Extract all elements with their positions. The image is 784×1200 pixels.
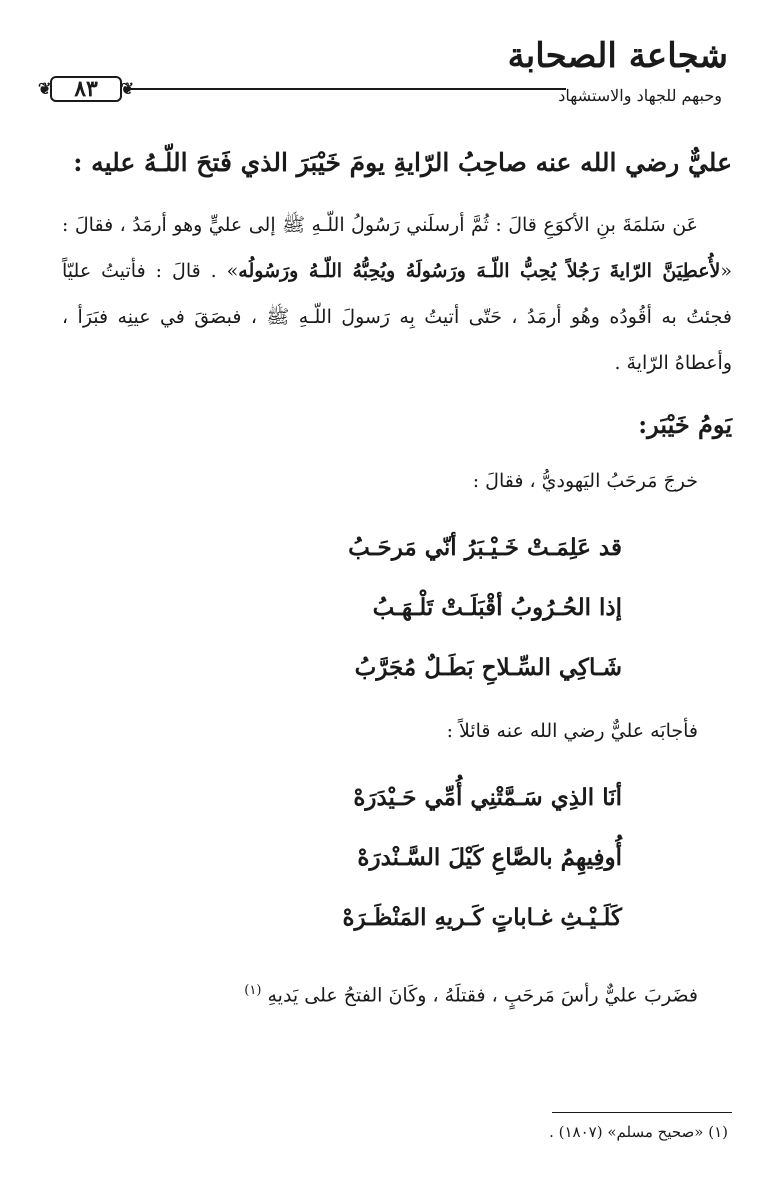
narration-paragraph — [62, 202, 732, 386]
ornament-icon: ❦ — [120, 79, 134, 98]
poem-intro: خرجَ مَرحَبُ اليَهوديُّ ، فقالَ : — [472, 470, 698, 492]
section-heading: عليٌّ رضي الله عنه صاحِبُ الرّايةِ يومَ خَيْبَرَ الذي فَتحَ اللّـهُ عليه : — [73, 148, 732, 177]
verse-line: أُوفِيهِمُ بالصَّاعِ كَيْلَ السَّـنْدرَهْ — [357, 844, 622, 871]
book-title: شجاعة الصحابة — [507, 36, 728, 76]
closing-paragraph — [62, 968, 732, 1018]
verse-line: قد عَلِمَـتْ خَـيْـبَرُ أنّي مَرحَـبُ — [348, 534, 622, 561]
page-header — [28, 36, 756, 116]
hadith-quote: لأُعطِيَنَّ الرّايةَ رَجُلاً يُحِبُّ اللّـهَ ورَسُولَهُ ويُحِبُّهُ اللّـهُ ورَسُولُه — [238, 260, 721, 282]
narration-end: » . قالَ : فأتيتُ عليّاً فجئتُ به أقُودُه وهُو أرمَدُ ، حَتّى أتيتُ بِه رَسولَ اللّـهِ ﷺ ، فبصَقَ في عينِه فبَرَأ ، وأعطاهُ الرّايةَ . — [62, 260, 732, 374]
sub-heading: يَومُ خَيْبَر: — [638, 410, 732, 439]
reply-intro: فأجابَه عليٌّ رضي الله عنه قائلاً : — [446, 720, 698, 742]
footnote: (١) «صحيح مسلم» (١٨٠٧) . — [549, 1123, 728, 1141]
header-rule — [128, 88, 566, 90]
narration-start: عَن سَلمَةَ بنِ الأكوَعِ قالَ : ثُمَّ أرسلَني رَسُولُ اللّـهِ ﷺ إلى عليٍّ وهو أرمَدُ ، فقالَ : « — [62, 214, 733, 282]
page-number-badge — [38, 72, 134, 106]
verse-line: إذا الحُـرُوبُ أقْبَلَـتْ تَلْـهَـبُ — [372, 594, 622, 621]
footnote-rule — [552, 1112, 732, 1113]
page-body — [62, 140, 732, 1018]
page-number: ٨٣ — [74, 76, 98, 102]
verse-line: شَـاكِي السِّـلاحِ بَطَـلٌ مُجَرَّبُ — [354, 654, 622, 681]
verse-line: أنَا الذِي سَـمَّتْنِي أُمِّي حَـيْدَرَهْ — [353, 784, 622, 811]
ornament-icon: ❦ — [38, 79, 52, 98]
footnote-reference: (١) — [244, 983, 262, 998]
poem-ali — [62, 768, 622, 948]
closing-text: فضَربَ عليٌّ رأسَ مَرحَبٍ ، فقتلَهُ ، وكَانَ الفتحُ على يَديهِ — [267, 984, 698, 1007]
book-subtitle: وحبهم للجهاد والاستشهاد — [558, 86, 722, 105]
poem-marhab — [62, 518, 622, 698]
verse-line: كَلَـيْـثِ غـاباتٍ كَـريهِ المَنْظَـرَهْ — [342, 904, 622, 931]
